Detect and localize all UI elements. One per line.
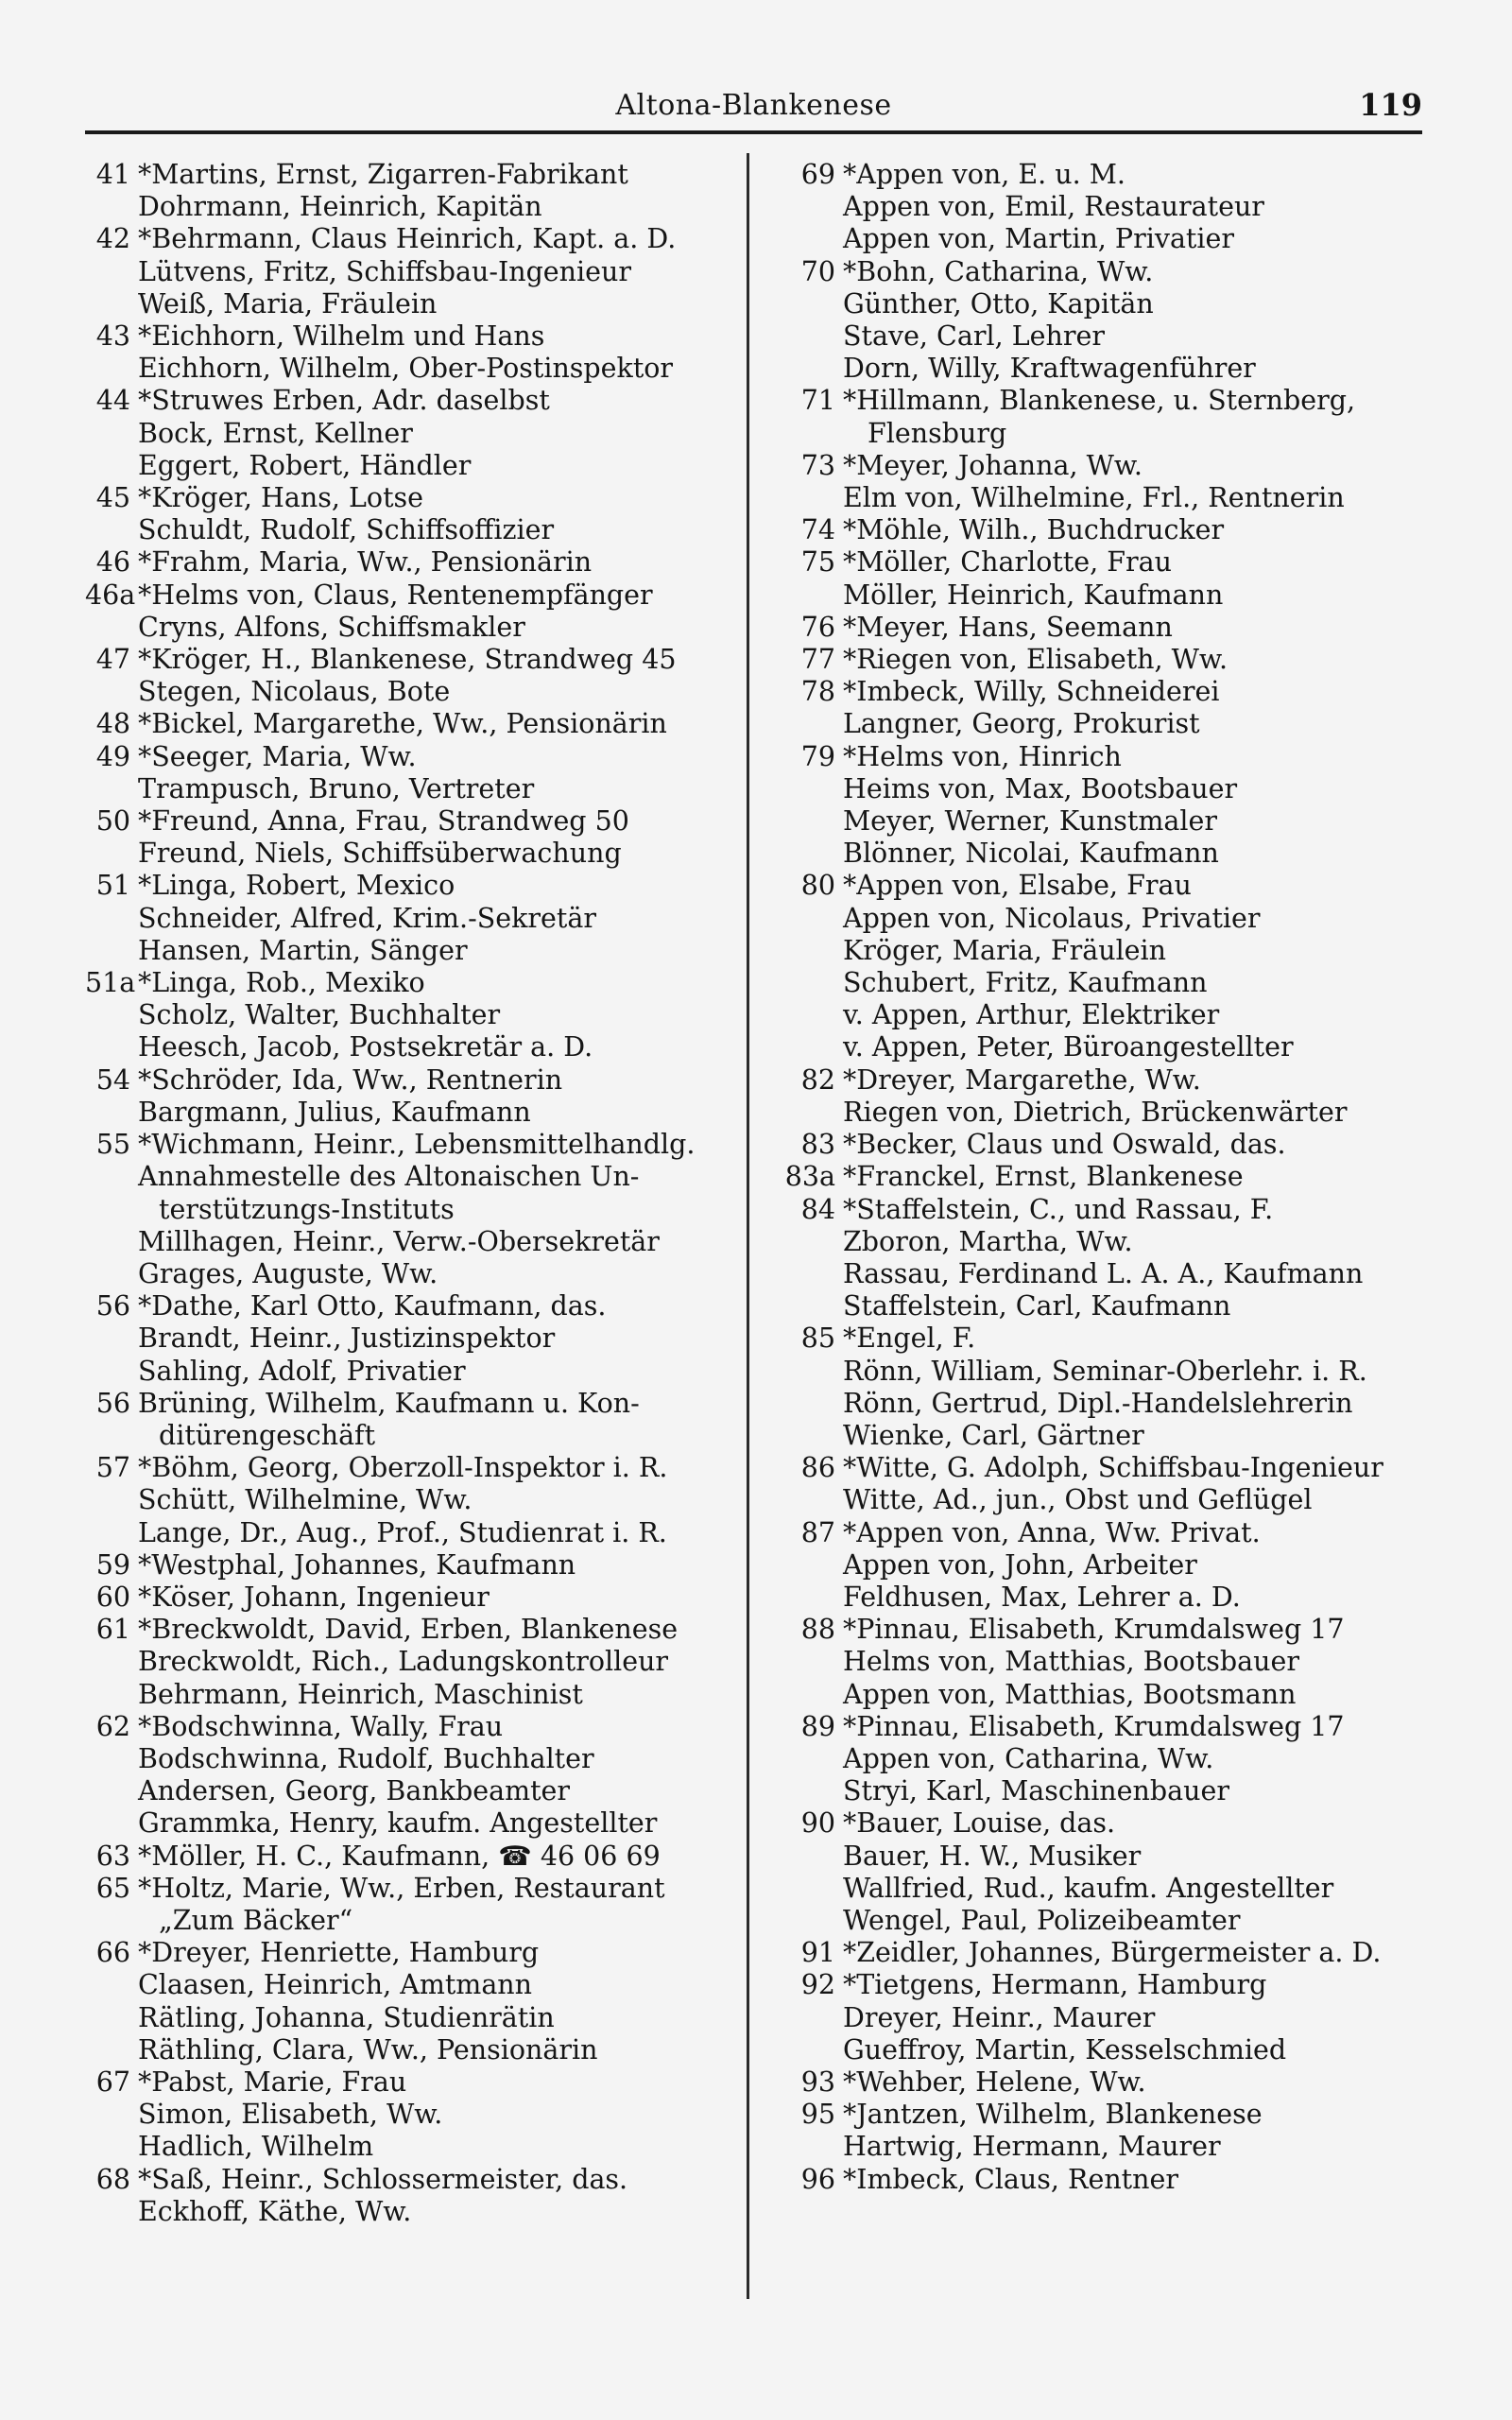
resident-line: Grages, Auguste, Ww. bbox=[138, 1257, 438, 1289]
resident-line: Appen von, Martin, Privatier bbox=[843, 223, 1234, 255]
resident-name: *Frahm, Maria, Ww., Pensionärin bbox=[138, 546, 593, 579]
house-number: 92 bbox=[800, 1969, 835, 2001]
house-number: 67 bbox=[95, 2066, 130, 2098]
directory-entry bbox=[775, 1517, 1436, 1615]
resident-line: Wienke, Carl, Gärtner bbox=[843, 1419, 1144, 1451]
resident-line: Appen von, Catharina, Ww. bbox=[843, 1742, 1214, 1774]
house-number: 42 bbox=[95, 223, 130, 255]
house-number: 62 bbox=[95, 1710, 130, 1742]
column-divider bbox=[747, 153, 749, 2299]
resident-name: *Linga, Rob., Mexiko bbox=[138, 967, 425, 999]
resident-name: *Westphal, Johannes, Kaufmann bbox=[138, 1548, 576, 1581]
resident-line: Eckhoff, Käthe, Ww. bbox=[138, 2195, 412, 2227]
resident-line: Helms von, Matthias, Bootsbauer bbox=[843, 1646, 1299, 1678]
resident-name: *Pabst, Marie, Frau bbox=[138, 2066, 407, 2098]
resident-name: *Möller, H. C., Kaufmann, ☎ 46 06 69 bbox=[138, 1840, 661, 1872]
resident-name: Brüning, Wilhelm, Kaufmann u. Kon- bbox=[138, 1387, 640, 1419]
resident-name: *Meyer, Johanna, Ww. bbox=[843, 449, 1143, 481]
directory-entry bbox=[85, 2164, 737, 2228]
resident-line: Stegen, Nicolaus, Bote bbox=[138, 676, 451, 708]
house-number: 87 bbox=[800, 1516, 835, 1548]
house-number: 63 bbox=[95, 1840, 130, 1872]
right-column bbox=[775, 159, 1436, 2196]
resident-name: *Becker, Claus und Oswald, das. bbox=[843, 1129, 1286, 1161]
directory-entry bbox=[85, 1873, 737, 1937]
resident-line: Bauer, H. W., Musiker bbox=[843, 1840, 1142, 1872]
house-number: 45 bbox=[95, 482, 130, 514]
resident-name: *Behrmann, Claus Heinrich, Kapt. a. D. bbox=[138, 223, 677, 255]
resident-name: *Bohn, Catharina, Ww. bbox=[843, 255, 1154, 287]
resident-line: Appen von, Nicolaus, Privatier bbox=[843, 902, 1261, 934]
directory-entry bbox=[775, 1937, 1436, 1969]
directory-entry bbox=[85, 1582, 737, 1614]
resident-name: *Helms von, Claus, Rentenempfänger bbox=[138, 579, 653, 611]
house-number: 77 bbox=[800, 644, 835, 676]
resident-name: *Meyer, Hans, Seemann bbox=[843, 611, 1173, 643]
directory-entry bbox=[775, 1452, 1436, 1516]
resident-name: *Eichhorn, Wilhelm und Hans bbox=[138, 320, 545, 353]
house-number: 96 bbox=[800, 2163, 835, 2195]
resident-line: Lange, Dr., Aug., Prof., Studienrat i. R. bbox=[138, 1516, 667, 1548]
directory-entry bbox=[775, 1161, 1436, 1193]
house-number: 47 bbox=[95, 644, 130, 676]
resident-line: Flensburg bbox=[868, 417, 1007, 449]
directory-entry bbox=[775, 514, 1436, 546]
resident-line: Appen von, Matthias, Bootsmann bbox=[843, 1678, 1297, 1710]
resident-line: Schuldt, Rudolf, Schiffsoffizier bbox=[138, 514, 555, 546]
directory-entry bbox=[85, 385, 737, 482]
resident-name: *Bickel, Margarethe, Ww., Pensionärin bbox=[138, 708, 667, 740]
directory-entry bbox=[85, 579, 737, 644]
house-number: 79 bbox=[800, 740, 835, 772]
resident-name: *Witte, G. Adolph, Schiffsbau-Ingenieur bbox=[843, 1452, 1383, 1484]
directory-entry bbox=[775, 612, 1436, 644]
resident-line: Heesch, Jacob, Postsekretär a. D. bbox=[138, 1031, 593, 1063]
resident-line: ditürengeschäft bbox=[159, 1419, 376, 1451]
resident-name: *Möhle, Wilh., Buchdrucker bbox=[843, 514, 1225, 546]
directory-entry bbox=[775, 741, 1436, 871]
directory-entry bbox=[775, 644, 1436, 676]
page-title: Altona-Blankenese bbox=[615, 89, 892, 122]
directory-entry bbox=[775, 385, 1436, 449]
directory-entry bbox=[775, 1064, 1436, 1129]
resident-line: Rönn, William, Seminar-Oberlehr. i. R. bbox=[843, 1355, 1367, 1387]
house-number: 56 bbox=[95, 1290, 130, 1322]
resident-line: Günther, Otto, Kapitän bbox=[843, 287, 1154, 320]
house-number: 54 bbox=[95, 1063, 130, 1096]
resident-name: *Freund, Anna, Frau, Strandweg 50 bbox=[138, 805, 629, 838]
directory-entry bbox=[85, 1290, 737, 1388]
house-number: 57 bbox=[95, 1452, 130, 1484]
resident-line: Kröger, Maria, Fräulein bbox=[843, 934, 1167, 966]
directory-entry bbox=[775, 1129, 1436, 1161]
directory-entry bbox=[85, 546, 737, 579]
house-number: 89 bbox=[800, 1710, 835, 1742]
resident-name: *Staffelstein, C., und Rassau, F. bbox=[843, 1193, 1274, 1225]
resident-name: *Engel, F. bbox=[843, 1322, 976, 1355]
house-number: 90 bbox=[800, 1807, 835, 1840]
resident-line: Schütt, Wilhelmine, Ww. bbox=[138, 1484, 472, 1516]
resident-name: *Dathe, Karl Otto, Kaufmann, das. bbox=[138, 1290, 607, 1322]
resident-name: *Riegen von, Elisabeth, Ww. bbox=[843, 644, 1228, 676]
directory-entry bbox=[775, 1807, 1436, 1937]
resident-line: Blönner, Nicolai, Kaufmann bbox=[843, 838, 1219, 870]
resident-line: Brandt, Heinr., Justizinspektor bbox=[138, 1322, 556, 1355]
directory-entry bbox=[85, 320, 737, 385]
resident-line: Zboron, Martha, Ww. bbox=[843, 1225, 1133, 1257]
page-header bbox=[85, 83, 1422, 134]
resident-name: *Imbeck, Willy, Schneiderei bbox=[843, 676, 1220, 708]
resident-line: Behrmann, Heinrich, Maschinist bbox=[138, 1678, 583, 1710]
page-number: 119 bbox=[1359, 87, 1422, 123]
house-number: 86 bbox=[800, 1452, 835, 1484]
house-number: 68 bbox=[95, 2163, 130, 2195]
resident-line: Rassau, Ferdinand L. A. A., Kaufmann bbox=[843, 1257, 1364, 1289]
resident-line: Eichhorn, Wilhelm, Ober-Postinspektor bbox=[138, 353, 674, 385]
directory-entry bbox=[775, 256, 1436, 386]
resident-line: Cryns, Alfons, Schiffsmakler bbox=[138, 611, 525, 643]
house-number: 50 bbox=[95, 805, 130, 838]
directory-entry bbox=[85, 805, 737, 870]
resident-line: Räthling, Clara, Ww., Pensionärin bbox=[138, 2033, 598, 2066]
house-number: 49 bbox=[95, 740, 130, 772]
resident-line: Bodschwinna, Rudolf, Buchhalter bbox=[138, 1742, 594, 1774]
resident-name: *Kröger, Hans, Lotse bbox=[138, 482, 424, 514]
house-number: 95 bbox=[800, 2099, 835, 2131]
directory-entry bbox=[85, 870, 737, 967]
resident-line: v. Appen, Peter, Büroangestellter bbox=[843, 1031, 1294, 1063]
directory-entry bbox=[85, 1129, 737, 1290]
resident-name: *Bauer, Louise, das. bbox=[843, 1807, 1116, 1840]
resident-line: Millhagen, Heinr., Verw.-Obersekretär bbox=[138, 1225, 660, 1257]
house-number: 51 bbox=[95, 870, 130, 902]
resident-name: *Wehber, Helene, Ww. bbox=[843, 2066, 1146, 2098]
resident-line: Bock, Ernst, Kellner bbox=[138, 417, 413, 449]
house-number: 60 bbox=[95, 1581, 130, 1613]
resident-line: Claasen, Heinrich, Amtmann bbox=[138, 1969, 533, 2001]
directory-entry bbox=[85, 708, 737, 740]
house-number: 83 bbox=[800, 1129, 835, 1161]
resident-name: *Pinnau, Elisabeth, Krumdalsweg 17 bbox=[843, 1614, 1345, 1646]
directory-entry bbox=[775, 1322, 1436, 1452]
house-number: 61 bbox=[95, 1614, 130, 1646]
house-number: 93 bbox=[800, 2066, 835, 2098]
resident-name: *Appen von, Elsabe, Frau bbox=[843, 870, 1192, 902]
house-number: 84 bbox=[800, 1193, 835, 1225]
resident-name: *Jantzen, Wilhelm, Blankenese bbox=[843, 2099, 1263, 2131]
directory-entry bbox=[85, 1711, 737, 1841]
resident-line: Appen von, Emil, Restaurateur bbox=[843, 191, 1264, 223]
house-number: 91 bbox=[800, 1937, 835, 1969]
resident-line: Rätling, Johanna, Studienrätin bbox=[138, 2001, 555, 2033]
directory-entry bbox=[775, 1711, 1436, 1808]
house-number: 76 bbox=[800, 611, 835, 643]
house-number: 65 bbox=[95, 1872, 130, 1904]
resident-line: Weiß, Maria, Fräulein bbox=[138, 287, 438, 320]
resident-name: *Saß, Heinr., Schlossermeister, das. bbox=[138, 2163, 628, 2195]
resident-line: Breckwoldt, Rich., Ladungskontrolleur bbox=[138, 1646, 669, 1678]
resident-line: terstützungs-Instituts bbox=[159, 1193, 455, 1225]
house-number: 44 bbox=[95, 385, 130, 417]
directory-entry bbox=[85, 1452, 737, 1549]
directory-entry bbox=[85, 644, 737, 708]
directory-entry bbox=[775, 2066, 1436, 2099]
left-column bbox=[85, 159, 737, 2228]
resident-name: *Dreyer, Margarethe, Ww. bbox=[843, 1063, 1201, 1096]
resident-line: Annahmestelle des Altonaischen Un- bbox=[138, 1161, 640, 1193]
resident-line: Grammka, Henry, kaufm. Angestellter bbox=[138, 1807, 658, 1840]
resident-name: *Tietgens, Hermann, Hamburg bbox=[843, 1969, 1267, 2001]
house-number: 85 bbox=[800, 1322, 835, 1355]
resident-line: Heims von, Max, Bootsbauer bbox=[843, 772, 1238, 804]
house-number: 73 bbox=[800, 449, 835, 481]
directory-entry bbox=[85, 2066, 737, 2164]
resident-name: *Breckwoldt, David, Erben, Blankenese bbox=[138, 1614, 679, 1646]
resident-line: Hartwig, Hermann, Maurer bbox=[843, 2131, 1221, 2163]
directory-entry bbox=[775, 546, 1436, 611]
house-number: 66 bbox=[95, 1937, 130, 1969]
directory-entry bbox=[775, 676, 1436, 740]
house-number: 75 bbox=[800, 546, 835, 579]
house-number: 83a bbox=[784, 1161, 835, 1193]
resident-name: *Holtz, Marie, Ww., Erben, Restaurant bbox=[138, 1872, 665, 1904]
directory-entry bbox=[775, 2099, 1436, 2163]
house-number: 55 bbox=[95, 1129, 130, 1161]
resident-line: Simon, Elisabeth, Ww. bbox=[138, 2099, 443, 2131]
resident-line: Staffelstein, Carl, Kaufmann bbox=[843, 1290, 1231, 1322]
house-number: 51a bbox=[85, 967, 136, 999]
resident-line: Scholz, Walter, Buchhalter bbox=[138, 999, 501, 1031]
resident-name: *Köser, Johann, Ingenieur bbox=[138, 1581, 490, 1613]
house-number: 46 bbox=[95, 546, 130, 579]
resident-name: *Appen von, Anna, Ww. Privat. bbox=[843, 1516, 1261, 1548]
directory-entry bbox=[85, 1064, 737, 1129]
directory-entry bbox=[775, 450, 1436, 514]
resident-line: Freund, Niels, Schiffsüberwachung bbox=[138, 838, 622, 870]
directory-entry bbox=[85, 1937, 737, 2066]
resident-line: Schubert, Fritz, Kaufmann bbox=[843, 967, 1208, 999]
resident-line: Appen von, John, Arbeiter bbox=[843, 1548, 1197, 1581]
resident-line: Möller, Heinrich, Kaufmann bbox=[843, 579, 1224, 611]
resident-name: *Hillmann, Blankenese, u. Sternberg, bbox=[843, 385, 1356, 417]
resident-line: Andersen, Georg, Bankbeamter bbox=[138, 1775, 571, 1807]
resident-line: Wallfried, Rud., kaufm. Angestellter bbox=[843, 1872, 1334, 1904]
resident-name: *Dreyer, Henriette, Hamburg bbox=[138, 1937, 540, 1969]
house-number: 41 bbox=[95, 159, 130, 190]
house-number: 69 bbox=[800, 159, 835, 190]
resident-name: *Kröger, H., Blankenese, Strandweg 45 bbox=[138, 644, 677, 676]
house-number: 74 bbox=[800, 514, 835, 546]
resident-line: Feldhusen, Max, Lehrer a. D. bbox=[843, 1581, 1241, 1613]
directory-entry bbox=[85, 741, 737, 805]
resident-line: Bargmann, Julius, Kaufmann bbox=[138, 1096, 531, 1128]
resident-name: *Struwes Erben, Adr. daselbst bbox=[138, 385, 550, 417]
resident-line: Sahling, Adolf, Privatier bbox=[138, 1355, 466, 1387]
directory-entry bbox=[775, 870, 1436, 1063]
resident-line: Riegen von, Dietrich, Brückenwärter bbox=[843, 1096, 1348, 1128]
house-number: 88 bbox=[800, 1614, 835, 1646]
house-number: 48 bbox=[95, 708, 130, 740]
resident-line: Hansen, Martin, Sänger bbox=[138, 934, 468, 966]
resident-line: „Zum Bäcker“ bbox=[159, 1904, 353, 1936]
house-number: 59 bbox=[95, 1548, 130, 1581]
resident-name: *Imbeck, Claus, Rentner bbox=[843, 2163, 1178, 2195]
directory-entry bbox=[775, 2164, 1436, 2196]
house-number: 43 bbox=[95, 320, 130, 353]
resident-name: *Franckel, Ernst, Blankenese bbox=[843, 1161, 1244, 1193]
resident-line: Dreyer, Heinr., Maurer bbox=[843, 2001, 1156, 2033]
resident-name: *Seeger, Maria, Ww. bbox=[138, 740, 417, 772]
resident-line: Dohrmann, Heinrich, Kapitän bbox=[138, 191, 542, 223]
directory-entry bbox=[85, 967, 737, 1064]
resident-name: *Möller, Charlotte, Frau bbox=[843, 546, 1172, 579]
directory-entry bbox=[85, 223, 737, 320]
resident-name: *Bodschwinna, Wally, Frau bbox=[138, 1710, 504, 1742]
resident-line: Stryi, Karl, Maschinenbauer bbox=[843, 1775, 1229, 1807]
resident-line: Rönn, Gertrud, Dipl.-Handelslehrerin bbox=[843, 1387, 1353, 1419]
house-number: 78 bbox=[800, 676, 835, 708]
resident-name: *Appen von, E. u. M. bbox=[843, 159, 1125, 190]
directory-entry bbox=[85, 159, 737, 223]
directory-entry bbox=[85, 1614, 737, 1711]
house-number: 56 bbox=[95, 1387, 130, 1419]
directory-entry bbox=[775, 1969, 1436, 2066]
house-number: 46a bbox=[85, 579, 136, 611]
directory-entry bbox=[775, 1194, 1436, 1323]
resident-name: *Helms von, Hinrich bbox=[843, 740, 1122, 772]
resident-line: Gueffroy, Martin, Kesselschmied bbox=[843, 2033, 1287, 2066]
directory-entry bbox=[85, 1388, 737, 1452]
resident-line: Schneider, Alfred, Krim.-Sekretär bbox=[138, 902, 596, 934]
resident-name: *Martins, Ernst, Zigarren-Fabrikant bbox=[138, 159, 628, 190]
resident-line: Trampusch, Bruno, Vertreter bbox=[138, 772, 535, 804]
directory-entry bbox=[775, 1614, 1436, 1711]
directory-entry bbox=[85, 1841, 737, 1873]
house-number: 71 bbox=[800, 385, 835, 417]
resident-name: *Wichmann, Heinr., Lebensmittelhandlg. bbox=[138, 1129, 696, 1161]
house-number: 70 bbox=[800, 255, 835, 287]
resident-line: Langner, Georg, Prokurist bbox=[843, 708, 1200, 740]
resident-line: Eggert, Robert, Händler bbox=[138, 449, 472, 481]
resident-line: Meyer, Werner, Kunstmaler bbox=[843, 805, 1217, 838]
house-number: 80 bbox=[800, 870, 835, 902]
resident-line: v. Appen, Arthur, Elektriker bbox=[843, 999, 1220, 1031]
directory-entry bbox=[775, 159, 1436, 256]
resident-line: Elm von, Wilhelmine, Frl., Rentnerin bbox=[843, 482, 1345, 514]
resident-name: *Böhm, Georg, Oberzoll-Inspektor i. R. bbox=[138, 1452, 668, 1484]
resident-name: *Linga, Robert, Mexico bbox=[138, 870, 455, 902]
directory-entry bbox=[85, 1549, 737, 1582]
resident-name: *Zeidler, Johannes, Bürgermeister a. D. bbox=[843, 1937, 1382, 1969]
house-number: 82 bbox=[800, 1063, 835, 1096]
resident-line: Wengel, Paul, Polizeibeamter bbox=[843, 1904, 1241, 1936]
resident-line: Stave, Carl, Lehrer bbox=[843, 320, 1105, 353]
resident-line: Witte, Ad., jun., Obst und Geflügel bbox=[843, 1484, 1313, 1516]
resident-line: Lütvens, Fritz, Schiffsbau-Ingenieur bbox=[138, 255, 631, 287]
directory-entry bbox=[85, 482, 737, 546]
resident-name: *Pinnau, Elisabeth, Krumdalsweg 17 bbox=[843, 1710, 1345, 1742]
resident-line: Hadlich, Wilhelm bbox=[138, 2131, 374, 2163]
resident-name: *Schröder, Ida, Ww., Rentnerin bbox=[138, 1063, 563, 1096]
resident-line: Dorn, Willy, Kraftwagenführer bbox=[843, 353, 1256, 385]
